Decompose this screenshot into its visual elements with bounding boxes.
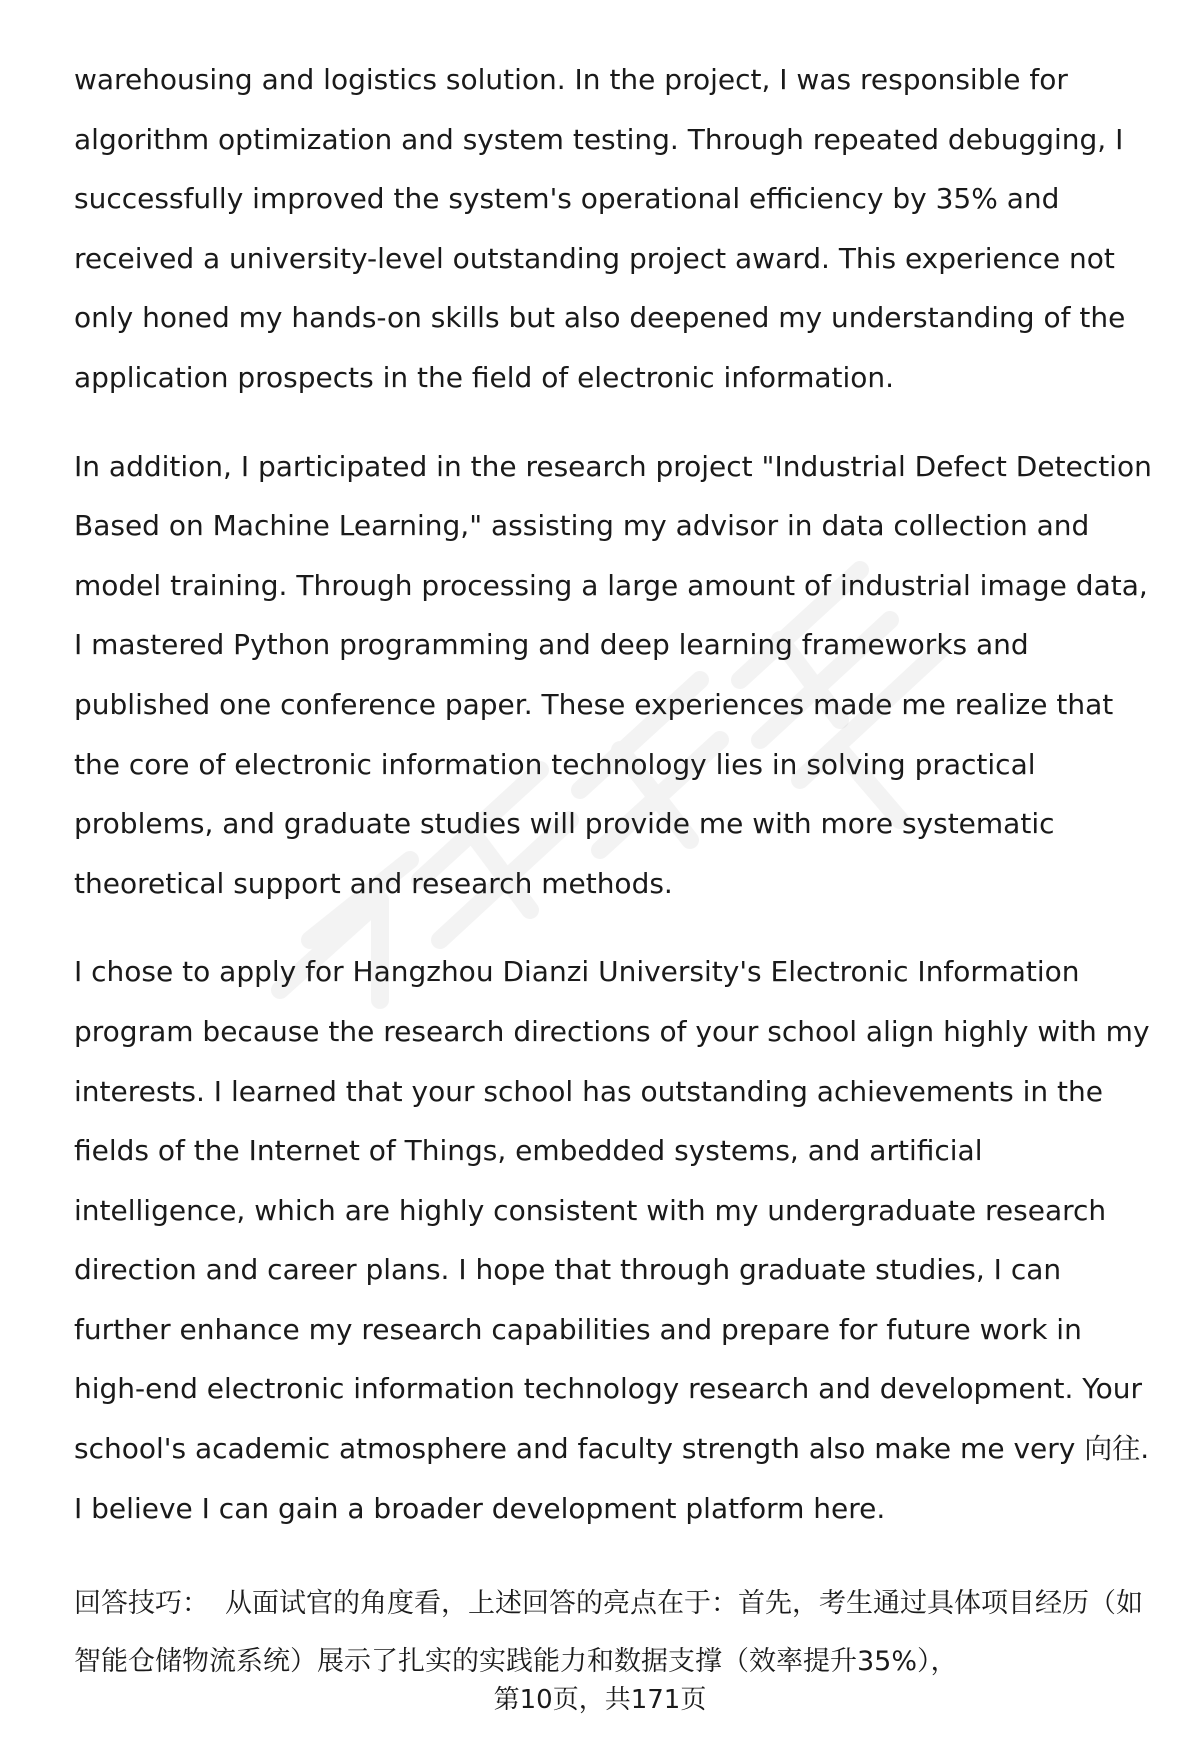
paragraph-1: warehousing and logistics solution. In the project, I was responsible for algorithm optimization and system testing. Through repeated debugging, I successfully improved the system's operational efficiency by 35% and received a university-level outstanding project award. This experience not only honed my hands-on skills but also deepened my understanding of the application prospects in the field of electronic information. [74, 63, 1126, 394]
tips-label: 回答技巧： [74, 1588, 209, 1619]
page-footer: 第10页，共171页 [493, 1685, 707, 1715]
paragraph-2: In addition, I participated in the research project "Industrial Defect Detection Based on Machine Learning," assisting my advisor in data collection and model training. Through processing a large amount of industrial image data, I mastered Python programming and deep learning frameworks and published one conference paper. These experiences made me realize that the core of electronic information technology lies in solving practical problems, and graduate studies will provide me with more systematic theoretical support and research methods. [74, 449, 1152, 900]
document-body [74, 50, 1159, 1567]
paragraph-3: I chose to apply for Hangzhou Dianzi University's Electronic Information program because the research directions of your school align highly with my interests. I learned that your school has outstanding achievements in the fields of the Internet of Things, embedded systems, and artificial intelligence, which are highly consistent with my undergraduate research direction and career plans. I hope that through graduate studies, I can further enhance my research capabilities and prepare for future work in high-end electronic information technology research and development. Your school's academic atmosphere and faculty strength also make me very 向往. I believe I can gain a broader development platform here. [74, 955, 1150, 1525]
answer-tips [74, 1575, 1159, 1691]
tips-text: 从面试官的角度看，上述回答的亮点在于：首先，考生通过具体项目经历（如智能仓储物流系统）展示了扎实的实践能力和数据支撑（效率提升35%）， [74, 1588, 1143, 1677]
